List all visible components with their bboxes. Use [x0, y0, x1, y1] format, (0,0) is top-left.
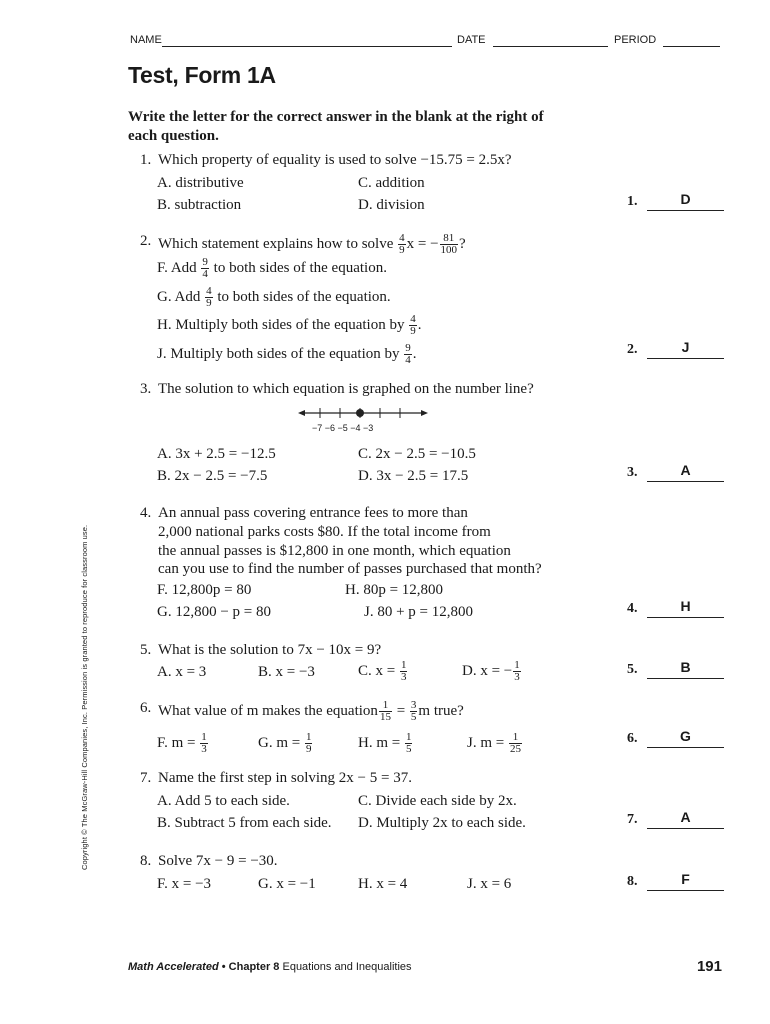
- answer-blank-1[interactable]: [627, 191, 727, 214]
- option-text: C. x =: [358, 662, 396, 679]
- answer-value: H: [680, 598, 691, 614]
- denominator: 4: [405, 354, 411, 366]
- header-fields: [130, 34, 720, 50]
- answer-line: [647, 828, 724, 829]
- denominator: 3: [400, 671, 407, 683]
- option-text: D. x = −: [462, 662, 513, 679]
- denominator: 9: [305, 743, 312, 755]
- fraction: [410, 700, 418, 723]
- question-stem-line: the annual passes is $12,800 in one month, which equation: [158, 543, 511, 559]
- stem-text: What value of m makes the equation: [158, 702, 378, 719]
- fraction: [513, 660, 521, 683]
- option-text: .: [417, 316, 422, 333]
- denominator: 3: [514, 671, 520, 683]
- answer-number: 3.: [627, 465, 638, 480]
- chapter-label: Chapter 8: [228, 961, 280, 973]
- answer-line: [647, 678, 724, 679]
- answer-blank-3[interactable]: [627, 462, 727, 485]
- answer-value: A: [680, 462, 691, 478]
- period-label: PERIOD: [614, 34, 657, 46]
- fraction: [379, 700, 392, 723]
- question-number: 8.: [140, 853, 152, 869]
- option: [157, 732, 209, 755]
- option: D. division: [358, 197, 425, 213]
- answer-number: 4.: [627, 601, 638, 616]
- numerator: 4: [410, 313, 416, 325]
- option: H. 80p = 12,800: [345, 582, 444, 598]
- question-stem: What is the solution to 7x − 10x = 9?: [158, 642, 382, 658]
- question-number: 5.: [140, 642, 152, 658]
- option: D. Multiply 2x to each side.: [358, 815, 526, 831]
- answer-line: [647, 481, 724, 482]
- option: C. 2x − 2.5 = −10.5: [358, 446, 476, 462]
- instructions: Write the letter for the correct answer in the blank at the right of each question.: [128, 109, 544, 144]
- right-arrow-icon: [421, 410, 428, 416]
- question-stem: Solve 7x − 9 = −30.: [158, 853, 278, 869]
- fraction: [509, 732, 522, 755]
- question-stem: Name the first step in solving 2x − 5 = 37.: [158, 770, 412, 786]
- chapter-topic: Equations and Inequalities: [282, 961, 412, 973]
- date-label: DATE: [457, 34, 486, 46]
- option: A. 3x + 2.5 = −12.5: [157, 446, 276, 462]
- stem-text: Which statement explains how to solve: [158, 235, 394, 252]
- answer-line: [647, 617, 724, 618]
- answer-number: 1.: [627, 194, 638, 209]
- option: [358, 660, 408, 683]
- denominator: 25: [509, 743, 521, 755]
- page-title: Test, Form 1A: [128, 62, 276, 88]
- option: [157, 314, 421, 337]
- name-blank[interactable]: [162, 46, 452, 47]
- stem-text: ?: [459, 235, 466, 252]
- option-text: to both sides of the equation.: [217, 288, 391, 305]
- question-stem-line: An annual pass covering entrance fees to more than: [158, 505, 468, 521]
- option: B. subtraction: [157, 197, 242, 213]
- question-number: 4.: [140, 505, 152, 521]
- denominator: 4: [202, 268, 208, 280]
- answer-number: 2.: [627, 342, 638, 357]
- answer-number: 7.: [627, 812, 638, 827]
- answer-value: G: [680, 728, 691, 744]
- left-arrow-icon: [298, 410, 305, 416]
- denominator: 9: [206, 297, 212, 309]
- denominator: 15: [379, 711, 391, 723]
- answer-line: [647, 210, 724, 211]
- answer-blank-8[interactable]: [627, 871, 727, 894]
- page-number: 191: [696, 958, 722, 975]
- numerator: 1: [514, 659, 520, 671]
- numerator: 1: [509, 732, 522, 744]
- option: B. x = −3: [258, 664, 315, 680]
- answer-blank-6[interactable]: [627, 728, 727, 751]
- numerator: 1: [405, 731, 412, 743]
- numerator: 9: [202, 256, 208, 268]
- denominator: 9: [399, 244, 405, 256]
- answer-line: [647, 890, 724, 891]
- denominator: 5: [410, 711, 417, 723]
- fraction: [400, 660, 408, 683]
- option: B. 2x − 2.5 = −7.5: [157, 468, 268, 484]
- option-text: J. Multiply both sides of the equation by: [157, 345, 400, 362]
- numerator: 81: [440, 233, 459, 245]
- question-stem-line: 2,000 national parks costs $80. If the total income from: [158, 524, 491, 540]
- fraction: [409, 314, 417, 337]
- stem-text: =: [396, 702, 406, 719]
- question-number: 6.: [140, 700, 152, 716]
- question-stem: [158, 233, 466, 256]
- option-text: .: [412, 345, 417, 362]
- answer-blank-2[interactable]: [627, 339, 727, 362]
- answer-value: F: [681, 871, 690, 887]
- number-line-labels: −7 −6 −5 −4 −3: [312, 423, 374, 433]
- option-text: H. Multiply both sides of the equation by: [157, 316, 405, 333]
- option: [157, 257, 387, 280]
- numerator: 4: [206, 285, 212, 297]
- question-stem: [158, 700, 464, 723]
- fraction: [200, 732, 208, 755]
- denominator: 100: [440, 244, 458, 256]
- numerator: 1: [379, 700, 392, 712]
- answer-number: 6.: [627, 731, 638, 746]
- option-text: J. m =: [467, 734, 505, 751]
- option-text: H. m =: [358, 734, 401, 751]
- answer-value: J: [681, 339, 690, 355]
- denominator: 9: [410, 325, 416, 337]
- question-number: 7.: [140, 770, 152, 786]
- option: C. Divide each side by 2x.: [358, 793, 517, 809]
- fraction: [404, 343, 412, 366]
- fraction: [440, 233, 459, 256]
- option: G. x = −1: [258, 876, 316, 892]
- option: [157, 286, 391, 309]
- option-text: G. Add: [157, 288, 201, 305]
- question-stem: Which property of equality is used to solve −15.75 = 2.5x?: [158, 152, 512, 168]
- question-number: 3.: [140, 381, 152, 397]
- option: [157, 343, 416, 366]
- number-line-graph: [298, 404, 428, 422]
- numerator: 1: [400, 659, 407, 671]
- numerator: 3: [410, 699, 417, 711]
- option: [462, 660, 522, 683]
- fraction: [305, 732, 313, 755]
- option: [258, 732, 313, 755]
- answer-value: B: [680, 659, 691, 675]
- answer-line: [647, 747, 724, 748]
- option: B. Subtract 5 from each side.: [157, 815, 332, 831]
- answer-blank-5[interactable]: [627, 659, 727, 682]
- option: A. distributive: [157, 175, 244, 191]
- fraction: [205, 286, 213, 309]
- option: A. x = 3: [157, 664, 207, 680]
- answer-line: [647, 358, 724, 359]
- option: J. 80 + p = 12,800: [364, 604, 474, 620]
- stem-text: m true?: [418, 702, 464, 719]
- option: D. 3x − 2.5 = 17.5: [358, 468, 469, 484]
- option: H. x = 4: [358, 876, 408, 892]
- fraction: [201, 257, 209, 280]
- name-label: NAME: [130, 34, 162, 46]
- answer-value: D: [680, 191, 691, 207]
- option: F. x = −3: [157, 876, 212, 892]
- denominator: 3: [201, 743, 207, 755]
- period-blank[interactable]: [663, 46, 720, 47]
- numerator: 9: [405, 342, 411, 354]
- book-title: Math Accelerated: [128, 961, 219, 973]
- numerator: 1: [201, 731, 207, 743]
- answer-value: A: [680, 809, 691, 825]
- option: A. Add 5 to each side.: [157, 793, 290, 809]
- question-stem: The solution to which equation is graphed on the number line?: [158, 381, 534, 397]
- footer: [128, 961, 412, 973]
- stem-text: x = −: [406, 235, 439, 252]
- denominator: 5: [405, 743, 412, 755]
- copyright-notice: Copyright © The McGraw-Hill Companies, Inc. Permission is granted to reproduce for classroom use.: [80, 524, 89, 870]
- fraction: [398, 233, 406, 256]
- option-text: F. Add: [157, 259, 197, 276]
- numerator: 4: [399, 232, 405, 244]
- footer-bullet: •: [221, 961, 226, 973]
- date-blank[interactable]: [493, 46, 608, 47]
- option: F. 12,800p = 80: [157, 582, 252, 598]
- answer-blank-4[interactable]: [627, 598, 727, 621]
- option-text: to both sides of the equation.: [213, 259, 387, 276]
- answer-blank-7[interactable]: [627, 809, 727, 832]
- fraction: [405, 732, 413, 755]
- answer-number: 5.: [627, 662, 638, 677]
- option: [358, 732, 413, 755]
- option: [467, 732, 523, 755]
- question-number: 2.: [140, 233, 152, 249]
- numerator: 1: [305, 731, 312, 743]
- question-stem-line: can you use to find the number of passes purchased that month?: [158, 561, 542, 577]
- option: C. addition: [358, 175, 425, 191]
- option-text: G. m =: [258, 734, 301, 751]
- plotted-point: [356, 409, 364, 417]
- option: G. 12,800 − p = 80: [157, 604, 272, 620]
- answer-number: 8.: [627, 874, 638, 889]
- option: J. x = 6: [467, 876, 512, 892]
- question-number: 1.: [140, 152, 152, 168]
- option-text: F. m =: [157, 734, 196, 751]
